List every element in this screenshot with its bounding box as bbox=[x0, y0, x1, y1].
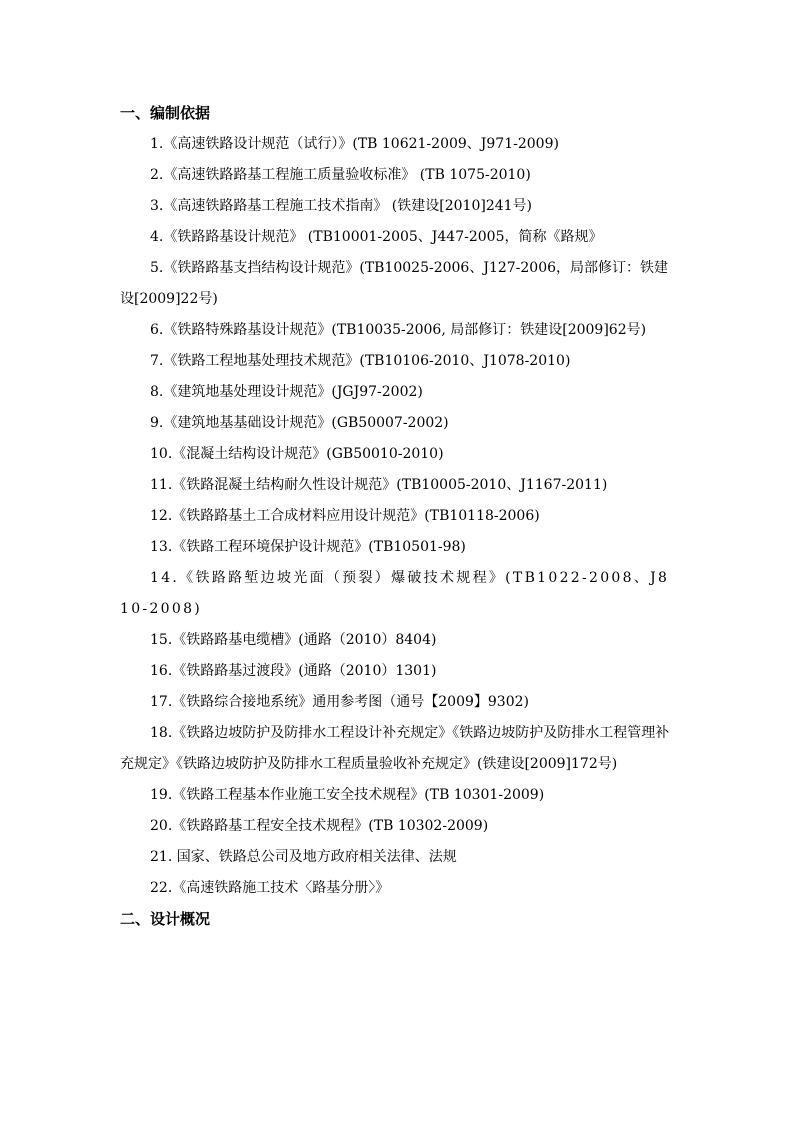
basis-item-19: 19.《铁路工程基本作业施工安全技术规程》(TB 10301-2009) bbox=[150, 787, 545, 803]
basis-item-6: 6.《铁路特殊路基设计规范》(TB10035-2006, 局部修订：铁建设[2009]62号) bbox=[150, 322, 647, 338]
basis-item-22: 22.《高速铁路施工技术〈路基分册〉》 bbox=[150, 880, 390, 896]
basis-item-13: 13.《铁路工程环境保护设计规范》(TB10501-98) bbox=[150, 539, 466, 555]
basis-item-14: 14.《铁路路堑边坡光面（预裂）爆破技术规程》(TB1022-2008、J810-2008) bbox=[120, 570, 670, 617]
basis-item-17: 17.《铁路综合接地系统》通用参考图（通号【2009】9302) bbox=[150, 694, 529, 710]
basis-item-4: 4.《铁路路基设计规范》 (TB10001-2005、J447-2005，简称《路规》 bbox=[150, 229, 603, 245]
basis-item-21: 21. 国家、铁路总公司及地方政府相关法律、法规 bbox=[150, 849, 457, 865]
basis-item-5: 5.《铁路路基支挡结构设计规范》(TB10025-2006、J127-2006，局部修订：铁建设[2009]22号) bbox=[120, 260, 669, 307]
basis-item-1: 1.《高速铁路设计规范（试行）》(TB 10621-2009、J971-2009) bbox=[150, 136, 559, 152]
basis-item-16: 16.《铁路路基过渡段》(通路（2010）1301) bbox=[150, 663, 437, 679]
basis-item-10: 10.《混凝土结构设计规范》(GB50010-2010) bbox=[150, 446, 444, 462]
basis-item-12: 12.《铁路路基土工合成材料应用设计规范》(TB10118-2006) bbox=[150, 508, 540, 524]
basis-item-3: 3.《高速铁路路基工程施工技术指南》 (铁建设[2010]241号) bbox=[150, 198, 533, 214]
basis-item-8: 8.《建筑地基处理设计规范》(JGJ97-2002) bbox=[150, 384, 423, 400]
document-content bbox=[120, 98, 676, 935]
basis-item-7: 7.《铁路工程地基处理技术规范》(TB10106-2010、J1078-2010) bbox=[150, 353, 571, 369]
basis-item-15: 15.《铁路路基电缆槽》(通路（2010）8404) bbox=[150, 632, 437, 648]
section-heading-basis: 一、编制依据 bbox=[120, 104, 211, 122]
basis-item-2: 2.《高速铁路路基工程施工质量验收标准》 (TB 1075-2010) bbox=[150, 167, 531, 183]
section-heading-design-overview: 二、设计概况 bbox=[120, 910, 211, 928]
basis-item-18: 18.《铁路边坡防护及防排水工程设计补充规定》《铁路边坡防护及防排水工程管理补充规定》《铁路边坡防护及防排水工程质量验收补充规定》(铁建设[2009]172号) bbox=[120, 725, 670, 772]
basis-item-9: 9.《建筑地基基础设计规范》(GB50007-2002) bbox=[150, 415, 449, 431]
basis-item-11: 11.《铁路混凝土结构耐久性设计规范》(TB10005-2010、J1167-2011) bbox=[150, 477, 608, 493]
basis-item-20: 20.《铁路路基工程安全技术规程》(TB 10302-2009) bbox=[150, 818, 489, 834]
